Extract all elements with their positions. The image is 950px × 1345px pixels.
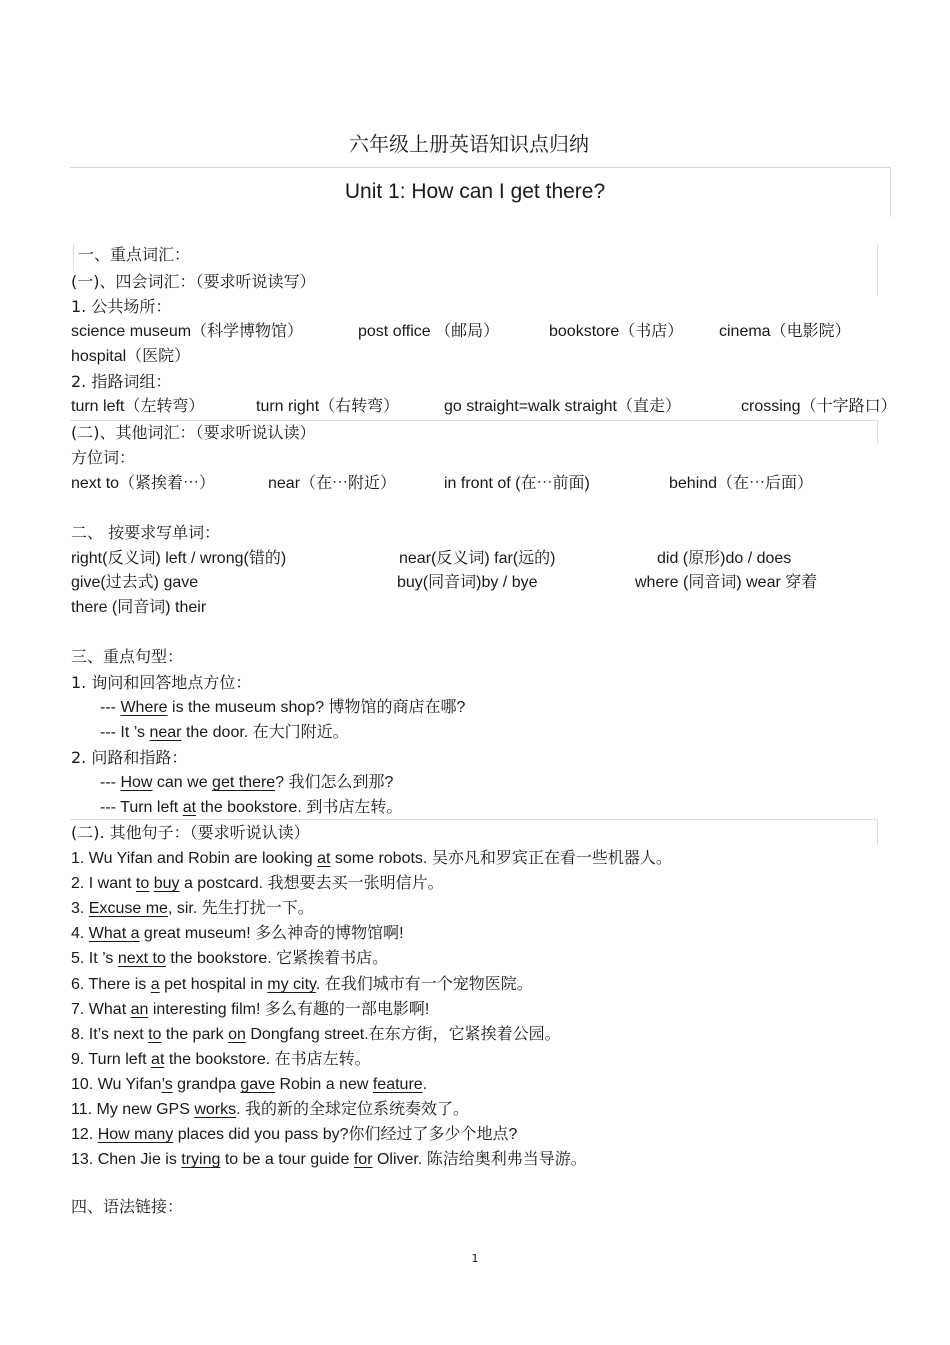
sentence-item: 5. It ’s next to the bookstore. 它紧挨着书店。	[71, 950, 389, 967]
word-form-item: right(反义词) left / wrong(错的)	[71, 550, 287, 567]
divider	[73, 244, 74, 270]
dialogue-question: --- Where is the museum shop? 博物馆的商店在哪?	[100, 699, 466, 716]
sentence-item: 10. Wu Yifan’s grandpa gave Robin a new feature.	[71, 1076, 428, 1093]
word-form-item: there (同音词) their	[71, 599, 207, 616]
section-heading-vocabulary: 一、重点词汇：	[78, 245, 191, 264]
vocab-item: post office （邮局）	[358, 323, 500, 340]
divider	[877, 819, 878, 845]
dialogue-answer: --- It ’s near the door. 在大门附近。	[100, 724, 349, 741]
word-form-item: near(反义词) far(远的)	[399, 550, 556, 567]
divider	[877, 244, 878, 296]
vocab-item: hospital（医院）	[71, 348, 191, 365]
section-heading-word-forms: 二、 按要求写单词：	[71, 523, 221, 542]
group-heading-positions: 方位词：	[71, 448, 136, 467]
word-form-item: buy(同音词)by / bye	[397, 574, 538, 591]
vocab-item: behind（在⋯后面）	[669, 475, 814, 492]
sentence-item: 1. Wu Yifan and Robin are looking at some robots. 吴亦凡和罗宾正在看一些机器人。	[71, 850, 672, 867]
group-heading-asking-directions: 2. 问路和指路：	[71, 748, 188, 767]
word-form-item: did (原形)do / does	[657, 550, 792, 567]
sentence-item: 12. How many places did you pass by?你们经过了多少个地点?	[71, 1126, 518, 1143]
group-heading-public-places: 1. 公共场所：	[71, 297, 172, 316]
dialogue-question: --- How can we get there? 我们怎么到那?	[100, 774, 394, 791]
divider	[70, 819, 878, 820]
group-heading-location: 1. 询问和回答地点方位：	[71, 673, 252, 692]
unit-title: Unit 1: How can I get there?	[344, 180, 606, 203]
page-number: 1	[471, 1252, 479, 1265]
vocab-item: bookstore（书店）	[549, 323, 684, 340]
sentence-item: 11. My new GPS works. 我的新的全球定位系统奏效了。	[71, 1101, 469, 1118]
divider	[70, 420, 878, 421]
sentence-item: 4. What a great museum! 多么神奇的博物馆啊!	[71, 925, 404, 942]
sentence-item: 6. There is a pet hospital in my city. 在我们城市有一个宠物医院。	[71, 976, 533, 993]
section-heading-grammar: 四、语法链接：	[71, 1197, 184, 1216]
sentence-item: 7. What an interesting film! 多么有趣的一部电影啊!	[71, 1001, 430, 1018]
document-title: 六年级上册英语知识点归纳	[349, 132, 589, 156]
sentence-item: 9. Turn left at the bookstore. 在书店左转。	[71, 1051, 371, 1068]
subsection-heading-core-vocabulary: (一)、四会词汇：（要求听说读写）	[71, 272, 316, 291]
vocab-item: near（在⋯附近）	[268, 475, 397, 492]
sentence-item: 8. It’s next to the park on Dongfang street.在东方街，它紧挨着公园。	[71, 1026, 561, 1043]
vocab-item: turn left（左转弯）	[71, 398, 205, 415]
group-heading-directions: 2. 指路词组：	[71, 372, 172, 391]
vocab-item: cinema（电影院）	[719, 323, 851, 340]
vocab-item: next to（紧挨着⋯）	[71, 475, 216, 492]
divider	[877, 420, 878, 444]
word-form-item: where (同音词) wear 穿着	[635, 574, 818, 591]
subsection-heading-other-sentences: (二). 其他句子：（要求听说认读）	[71, 823, 310, 842]
section-heading-sentence-patterns: 三、重点句型：	[71, 647, 184, 666]
dialogue-answer: --- Turn left at the bookstore. 到书店左转。	[100, 799, 403, 816]
sentence-item: 13. Chen Jie is trying to be a tour guide for Oliver. 陈洁给奥利弗当导游。	[71, 1151, 587, 1168]
vocab-item: in front of (在⋯前面)	[444, 475, 590, 492]
vocab-item: crossing（十字路口）	[741, 398, 897, 415]
sentence-item: 2. I want to buy a postcard. 我想要去买一张明信片。	[71, 875, 444, 892]
word-form-item: give(过去式) gave	[71, 574, 199, 591]
vocab-item: science museum（科学博物馆）	[71, 323, 304, 340]
vocab-item: go straight=walk straight（直走）	[444, 398, 681, 415]
subsection-heading-other-vocabulary: (二)、其他词汇：（要求听说认读）	[71, 423, 316, 442]
vocab-item: turn right（右转弯）	[256, 398, 400, 415]
sentence-item: 3. Excuse me, sir. 先生打扰一下。	[71, 900, 314, 917]
